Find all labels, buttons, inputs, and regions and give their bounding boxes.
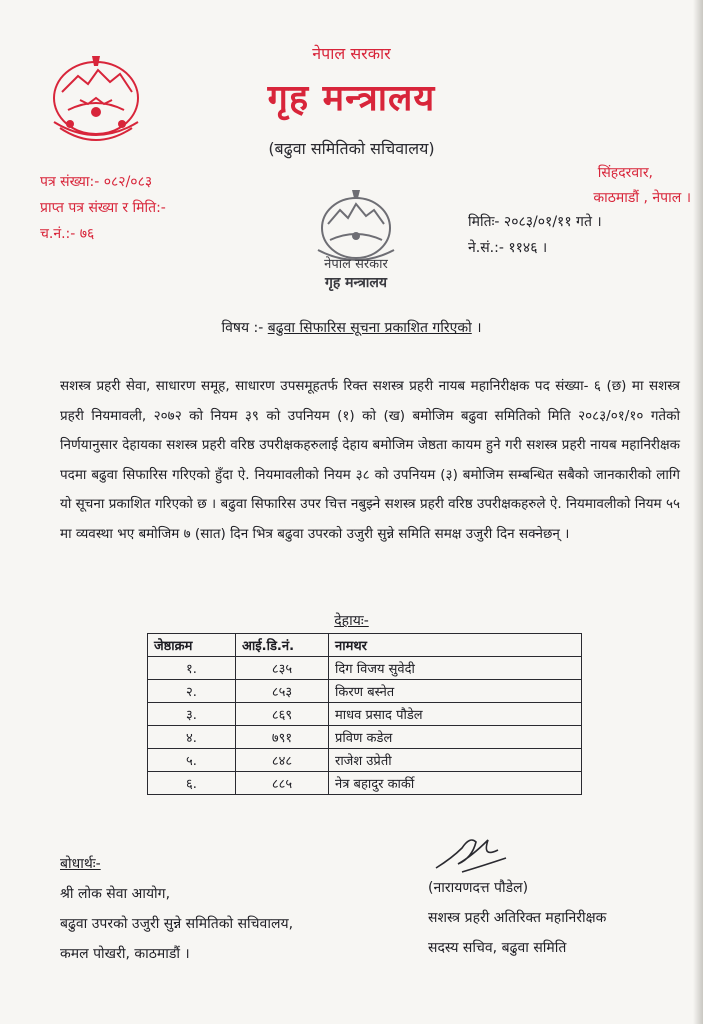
table-row [148, 749, 582, 772]
id-cell: ८३५ [236, 657, 329, 680]
seniority-cell: ३. [148, 703, 236, 726]
nepal-sambat-date: ने.सं.:- ११४६ । [468, 240, 548, 256]
name-cell: प्रविण कडेल [329, 726, 582, 749]
name-cell: माधव प्रसाद पौडेल [329, 703, 582, 726]
table-row [148, 772, 582, 795]
column-header-seniority: जेष्ठाक्रम [148, 634, 236, 657]
page-edge-shadow [693, 0, 703, 1024]
seniority-cell: २. [148, 680, 236, 703]
column-header-id: आई.डि.नं. [236, 634, 329, 657]
table-row [148, 703, 582, 726]
id-cell: ८४८ [236, 749, 329, 772]
table-row [148, 726, 582, 749]
notice-body: सशस्त्र प्रहरी सेवा, साधारण समूह, साधारण उपसमूहतर्फ रिक्त सशस्त्र प्रहरी नायब महानिरीक्षक पद संख्या- ६ (छ) मा सशस्त्र प्रहरी नियमावली, २०७२ को नियम ३९ को उपनियम (१) को (ख) बमोजिम बढुवा समितिको मिति २०८३/०१/१० गतेको निर्णयानुसार देहायका सशस्त्र प्रहरी वरिष्ठ उपरीक्षकहरुलाई देहाय बमोजिम जेष्ठता कायम हुने गरी सशस्त्र प्रहरी नायब महानिरीक्षक पदमा बढुवा सिफारिस गरिएको हुँदा ऐ. नियमावलीको नियम ३८ को उपनियम (३) बमोजिम सम्बन्धित सबैको जानकारीको लागि यो सूचना प्रकाशित गरिएको छ । बढुवा सिफारिस उपर चित्त नबुझ्ने सशस्त्र प्रहरी वरिष्ठ उपरीक्षकहरुले ऐ. नियमावलीको नियम ५५ मा व्यवस्था भए बमोजिम ७ (सात) दिन भित्र बढुवा उपरको उजुरी सुन्ने समिति समक्ष उजुरी दिन सक्नेछन् । [60, 378, 680, 542]
signatory-title: सशस्त्र प्रहरी अतिरिक्त महानिरीक्षक [428, 910, 607, 926]
id-cell: ८५३ [236, 680, 329, 703]
table-row [148, 657, 582, 680]
name-cell: नेत्र बहादुर कार्की [329, 772, 582, 795]
place-line-1: सिंहदरवार, [597, 165, 653, 181]
signatory-name: (नारायणदत्त पौडेल) [428, 880, 529, 896]
svg-text:नेपाल सरकार: नेपाल सरकार [324, 257, 388, 272]
recommendation-table [147, 633, 582, 795]
letter-number: पत्र संख्या:- ०८२/०८३ [40, 174, 153, 190]
dispatch-number: च.नं.:- ७६ [40, 226, 95, 242]
list-title: देहायः- [334, 613, 369, 629]
ministry-title: गृह मन्त्रालय [267, 78, 436, 119]
id-cell: ८८५ [236, 772, 329, 795]
cc-line: कमल पोखरी, काठमाडौं । [60, 946, 190, 962]
seniority-cell: १. [148, 657, 236, 680]
seniority-cell: ६. [148, 772, 236, 795]
subject-line [0, 318, 703, 337]
id-cell: ७९१ [236, 726, 329, 749]
cc-line: बढुवा उपरको उजुरी सुन्ने समितिको सचिवालय, [60, 916, 294, 932]
id-cell: ८६९ [236, 703, 329, 726]
seniority-cell: ४. [148, 726, 236, 749]
table-header-row [148, 634, 582, 657]
subject-prefix: विषय :- [221, 320, 268, 336]
name-cell: राजेश उप्रेती [329, 749, 582, 772]
secretariat-subtitle: (बढुवा समितिको सचिवालय) [268, 139, 435, 158]
name-cell: दिग विजय सुवेदी [329, 657, 582, 680]
subject-suffix: । [471, 320, 482, 336]
column-header-name: नामथर [329, 634, 582, 657]
signatory-role: सदस्य सचिव, बढुवा समिति [428, 940, 567, 956]
place-line-2: काठमाडौं , नेपाल । [593, 190, 691, 206]
cc-heading: बोधार्थः- [60, 856, 101, 872]
received-letter-label: प्राप्त पत्र संख्या र मिति:- [40, 200, 166, 216]
subject-text: बढुवा सिफारिस सूचना प्रकाशित गरिएको [267, 320, 472, 336]
seniority-cell: ५. [148, 749, 236, 772]
cc-line: श्री लोक सेवा आयोग, [60, 886, 171, 902]
svg-text:गृह मन्त्रालय: गृह मन्त्रालय [324, 275, 388, 291]
table-row [148, 680, 582, 703]
ministry-emblem-icon [296, 188, 416, 292]
handwritten-signature [432, 828, 512, 878]
document-date: मितिः- २०८३/०१/११ गते । [468, 214, 602, 230]
government-name: नेपाल सरकार [312, 44, 391, 63]
name-cell: किरण बस्नेत [329, 680, 582, 703]
